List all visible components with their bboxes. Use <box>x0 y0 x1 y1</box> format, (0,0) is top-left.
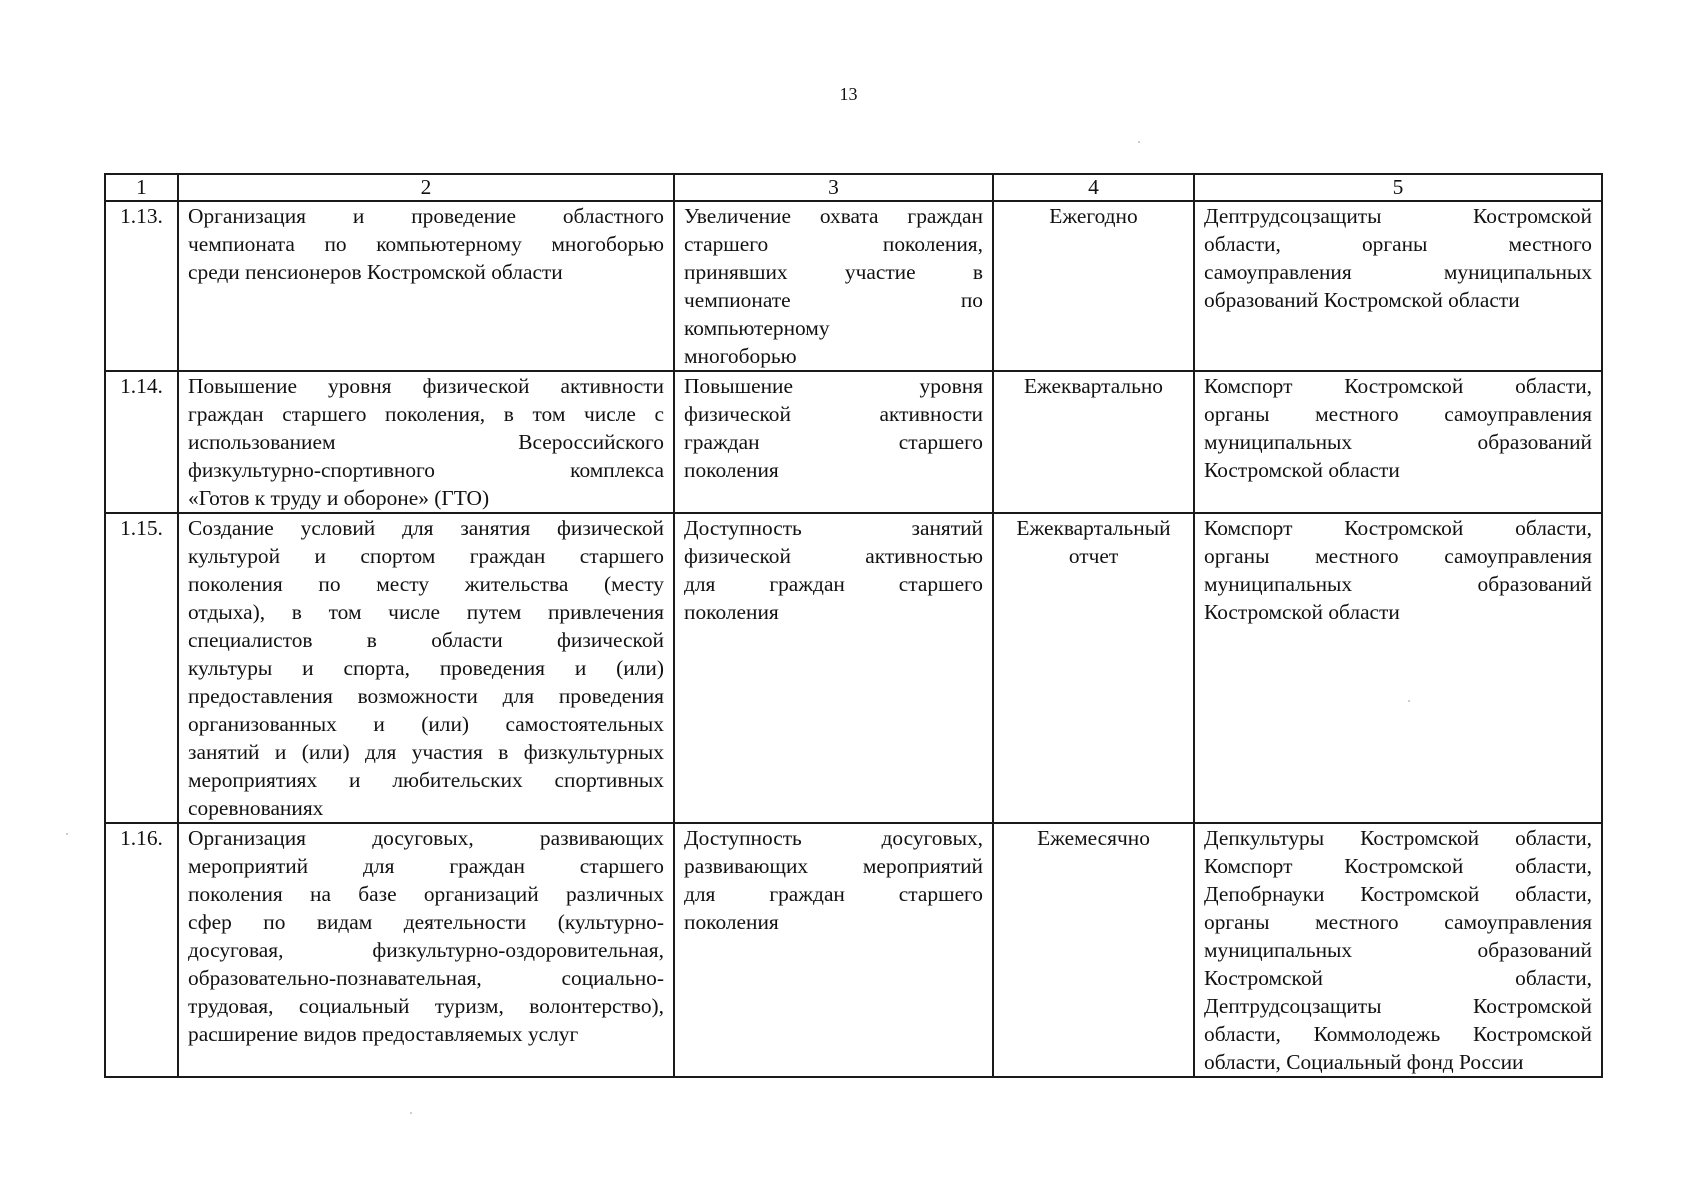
cell-line: области, Коммолодежь Костромской <box>1204 1022 1592 1046</box>
cell-line: поколения <box>684 910 779 934</box>
result-cell <box>674 371 993 513</box>
cell-line: отчет <box>1068 544 1119 568</box>
scan-speck <box>66 833 68 835</box>
cell-line: для граждан старшего <box>684 882 983 906</box>
cell-line: Депобрнауки Костромской области, <box>1204 882 1592 906</box>
cell-line: Увеличение охвата граждан <box>684 204 983 228</box>
cell-line: культурой и спортом граждан старшего <box>188 544 664 568</box>
cell-line: предоставления возможности для проведения <box>188 684 664 708</box>
responsible-cell <box>1194 513 1602 823</box>
cell-line: культуры и спорта, проведения и (или) <box>188 656 664 680</box>
column-header-4: 4 <box>993 174 1194 201</box>
table-row <box>105 201 1602 371</box>
table-row <box>105 371 1602 513</box>
plan-table <box>104 173 1603 1078</box>
cell-line: органы местного самоуправления <box>1204 402 1592 426</box>
cell-line: физической активностью <box>684 544 983 568</box>
row-number: 1.16. <box>105 823 178 1077</box>
cell-line: чемпионата по компьютерному многоборью <box>188 232 664 256</box>
cell-line: многоборью <box>684 344 797 368</box>
column-header-2: 2 <box>178 174 674 201</box>
cell-line: для граждан старшего <box>684 572 983 596</box>
term-cell: Ежеквартально <box>993 371 1194 513</box>
row-number: 1.15. <box>105 513 178 823</box>
row-number: 1.13. <box>105 201 178 371</box>
result-cell <box>674 201 993 371</box>
cell-line: граждан старшего <box>684 430 983 454</box>
cell-line: отдыха), в том числе путем привлечения <box>188 600 664 624</box>
cell-line: соревнованиях <box>188 796 324 820</box>
cell-line: Комспорт Костромской области, <box>1204 516 1592 540</box>
cell-line: образовательно-познавательная, социально- <box>188 966 664 990</box>
term-cell <box>993 513 1194 823</box>
cell-line: физической активности <box>684 402 983 426</box>
cell-line: использованием Всероссийского <box>188 430 664 454</box>
event-cell <box>178 823 674 1077</box>
result-cell <box>674 513 993 823</box>
responsible-cell <box>1194 823 1602 1077</box>
cell-line: Дептрудсоцзащиты Костромской <box>1204 994 1592 1018</box>
cell-line: Костромской области, <box>1204 966 1592 990</box>
cell-line: мероприятий для граждан старшего <box>188 854 664 878</box>
result-cell <box>674 823 993 1077</box>
cell-line: поколения по месту жительства (месту <box>188 572 664 596</box>
cell-line: поколения <box>684 600 779 624</box>
cell-line: Костромской области <box>1204 600 1400 624</box>
cell-line: Повышение уровня физической активности <box>188 374 664 398</box>
table-row <box>105 513 1602 823</box>
cell-line: среди пенсионеров Костромской области <box>188 260 563 284</box>
cell-line: Дептрудсоцзащиты Костромской <box>1204 204 1592 228</box>
cell-line: Депкультуры Костромской области, <box>1204 826 1592 850</box>
cell-line: специалистов в области физической <box>188 628 664 652</box>
cell-line: органы местного самоуправления <box>1204 910 1592 934</box>
cell-line: занятий и (или) для участия в физкультурных <box>188 740 664 764</box>
cell-line: старшего поколения, <box>684 232 983 256</box>
cell-line: трудовая, социальный туризм, волонтерство), <box>188 994 664 1018</box>
cell-line: Доступность занятий <box>684 516 983 540</box>
cell-line: муниципальных образований <box>1204 572 1592 596</box>
cell-line: области, Социальный фонд России <box>1204 1050 1524 1074</box>
cell-line: принявших участие в <box>684 260 983 284</box>
cell-line: области, органы местного <box>1204 232 1592 256</box>
term-cell: Ежегодно <box>993 201 1194 371</box>
table-row <box>105 823 1602 1077</box>
cell-line: чемпионате по <box>684 288 983 312</box>
cell-line: Ежеквартальный <box>1016 516 1171 540</box>
cell-line: Доступность досуговых, <box>684 826 983 850</box>
cell-line: «Готов к труду и обороне» (ГТО) <box>188 486 490 510</box>
cell-line: Организация досуговых, развивающих <box>188 826 664 850</box>
column-header-1: 1 <box>105 174 178 201</box>
cell-line: Костромской области <box>1204 458 1400 482</box>
cell-line: поколения <box>684 458 779 482</box>
cell-line: Организация и проведение областного <box>188 204 664 228</box>
column-header-5: 5 <box>1194 174 1602 201</box>
cell-line: поколения на базе организаций различных <box>188 882 664 906</box>
cell-line: компьютерному <box>684 316 830 340</box>
cell-line: организованных и (или) самостоятельных <box>188 712 664 736</box>
cell-line: самоуправления муниципальных <box>1204 260 1592 284</box>
scan-speck <box>1138 141 1140 143</box>
column-header-3: 3 <box>674 174 993 201</box>
table-header-row <box>105 174 1602 201</box>
cell-line: муниципальных образований <box>1204 938 1592 962</box>
cell-line: Создание условий для занятия физической <box>188 516 664 540</box>
cell-line: граждан старшего поколения, в том числе с <box>188 402 664 426</box>
row-number: 1.14. <box>105 371 178 513</box>
responsible-cell <box>1194 201 1602 371</box>
cell-line: сфер по видам деятельности (культурно- <box>188 910 664 934</box>
cell-line: Комспорт Костромской области, <box>1204 854 1592 878</box>
cell-line: муниципальных образований <box>1204 430 1592 454</box>
scan-speck <box>410 1112 412 1114</box>
responsible-cell <box>1194 371 1602 513</box>
cell-line: образований Костромской области <box>1204 288 1520 312</box>
scan-speck <box>1408 700 1410 702</box>
term-cell: Ежемесячно <box>993 823 1194 1077</box>
event-cell <box>178 513 674 823</box>
cell-line: мероприятиях и любительских спортивных <box>188 768 664 792</box>
event-cell <box>178 371 674 513</box>
cell-line: физкультурно-спортивного комплекса <box>188 458 664 482</box>
cell-line: Повышение уровня <box>684 374 983 398</box>
cell-line: расширение видов предоставляемых услуг <box>188 1022 579 1046</box>
event-cell <box>178 201 674 371</box>
cell-line: досуговая, физкультурно-оздоровительная, <box>188 938 664 962</box>
page-number: 13 <box>839 84 858 104</box>
cell-line: Комспорт Костромской области, <box>1204 374 1592 398</box>
cell-line: органы местного самоуправления <box>1204 544 1592 568</box>
cell-line: развивающих мероприятий <box>684 854 983 878</box>
